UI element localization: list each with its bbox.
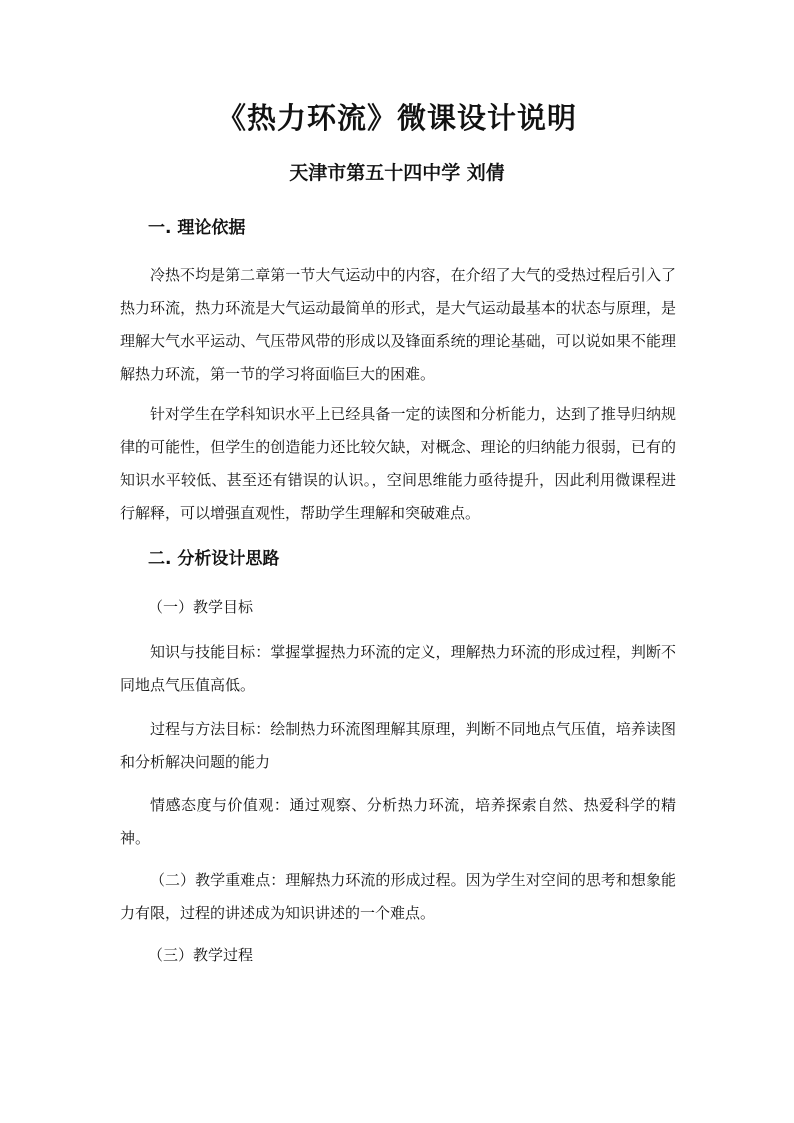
paragraph-emotion-goal: 情感态度与价值观：通过观察、分析热力环流，培养探索自然、热爱科学的精神。 xyxy=(120,796,676,847)
paragraph-knowledge-goal: 知识与技能目标：掌握掌握热力环流的定义，理解热力环流的形成过程，判断不同地点气压值高低。 xyxy=(120,643,676,694)
paragraph-theory-2: 针对学生在学科知识水平上已经具备一定的读图和分析能力，达到了推导归纳规律的可能性，但学生的创造能力还比较欠缺，对概念、理论的归纳能力很弱，已有的知识水平较低、甚至还有错误的认识。，空间思维能力亟待提升，因此利用微课程进行解释，可以增强直观性，帮助学生理解和突破难点。 xyxy=(120,405,676,522)
document-author: 天津市第五十四中学 刘倩 xyxy=(289,162,505,184)
subheading-teaching-process: （三）教学过程 xyxy=(148,946,254,964)
section-heading-theory: 一. 理论依据 xyxy=(148,218,246,238)
section-heading-design: 二. 分析设计思路 xyxy=(148,549,280,569)
paragraph-theory-1: 冷热不均是第二章第一节大气运动中的内容，在介绍了大气的受热过程后引入了热力环流，热力环流是大气运动最简单的形式，是大气运动最基本的状态与原理，是理解大气水平运动、气压带风带的形成以及锋面系统的理论基础，可以说如果不能理解热力环流，第一节的学习将面临巨大的困难。 xyxy=(120,266,676,383)
paragraph-process-goal: 过程与方法目标：绘制热力环流图理解其原理，判断不同地点气压值，培养读图和分析解决问题的能力 xyxy=(120,720,676,771)
subheading-teaching-goals: （一）教学目标 xyxy=(148,598,254,616)
document-title: 《热力环流》微课设计说明 xyxy=(216,101,577,135)
paragraph-teaching-difficulty: （二）教学重难点：理解热力环流的形成过程。因为学生对空间的思考和想象能力有限，过程的讲述成为知识讲述的一个难点。 xyxy=(120,871,676,922)
